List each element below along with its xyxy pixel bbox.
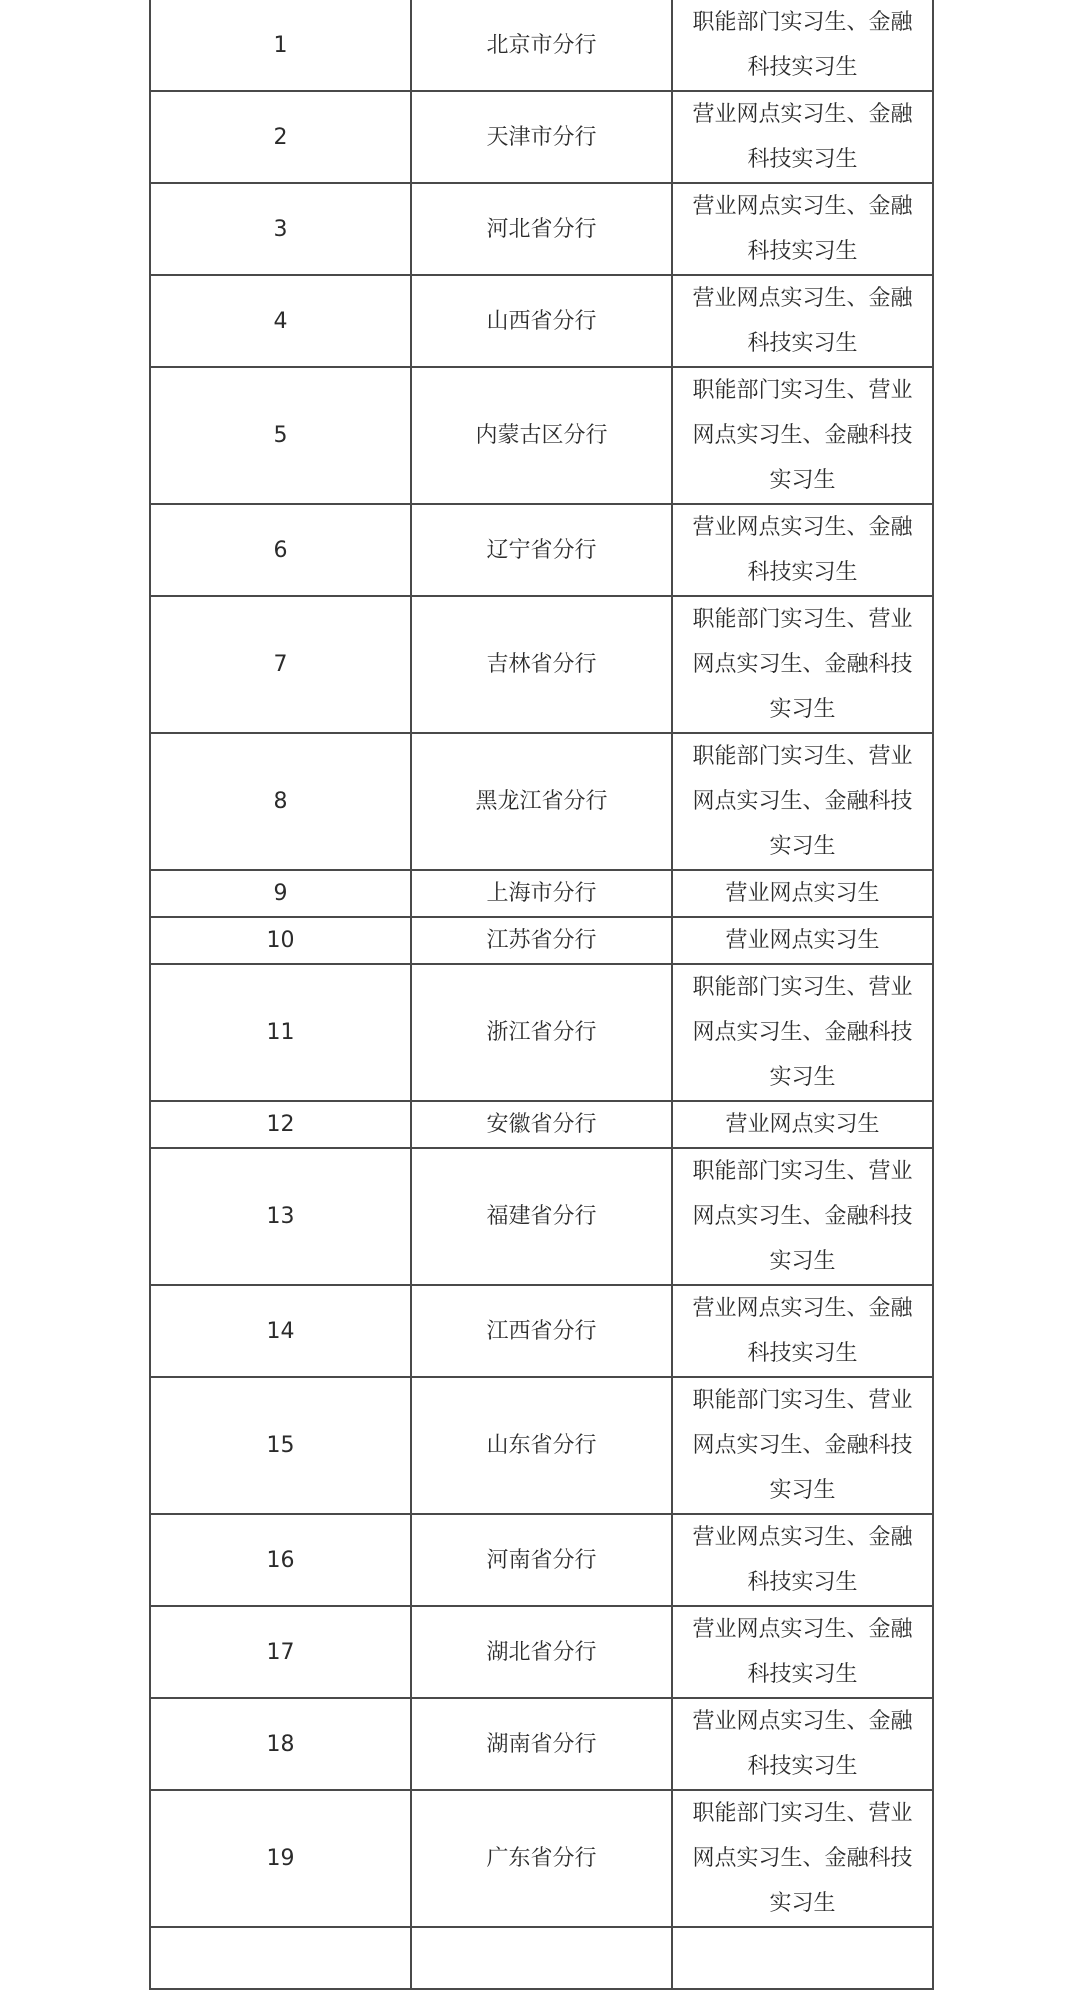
branch-name: 吉林省分行 bbox=[411, 596, 672, 733]
row-number: 6 bbox=[150, 504, 411, 596]
positions-cell: 营业网点实习生、金融科技实习生 bbox=[672, 275, 933, 367]
branch-name: 湖北省分行 bbox=[411, 1606, 672, 1698]
row-number: 16 bbox=[150, 1514, 411, 1606]
branch-name: 广东省分行 bbox=[411, 1790, 672, 1927]
row-number: 13 bbox=[150, 1148, 411, 1285]
row-number: 5 bbox=[150, 367, 411, 504]
positions-cell: 职能部门实习生、营业网点实习生、金融科技实习生 bbox=[672, 367, 933, 504]
positions-cell: 职能部门实习生、营业网点实习生、金融科技实习生 bbox=[672, 1790, 933, 1927]
row-number: 14 bbox=[150, 1285, 411, 1377]
branch-name: 江西省分行 bbox=[411, 1285, 672, 1377]
row-number: 11 bbox=[150, 964, 411, 1101]
row-number: 10 bbox=[150, 917, 411, 964]
branch-name: 辽宁省分行 bbox=[411, 504, 672, 596]
positions-cell: 营业网点实习生 bbox=[672, 917, 933, 964]
table-row bbox=[150, 504, 933, 596]
table-row bbox=[150, 1698, 933, 1790]
positions-cell: 营业网点实习生 bbox=[672, 1101, 933, 1148]
table-row bbox=[150, 1606, 933, 1698]
branch-name: 内蒙古区分行 bbox=[411, 367, 672, 504]
positions-cell: 职能部门实习生、营业网点实习生、金融科技实习生 bbox=[672, 964, 933, 1101]
table-row bbox=[150, 367, 933, 504]
positions-cell: 营业网点实习生、金融科技实习生 bbox=[672, 91, 933, 183]
table-row bbox=[150, 870, 933, 917]
table-row bbox=[150, 964, 933, 1101]
positions-cell: 营业网点实习生、金融科技实习生 bbox=[672, 1514, 933, 1606]
row-number: 19 bbox=[150, 1790, 411, 1927]
branch-name: 北京市分行 bbox=[411, 0, 672, 91]
positions-cell: 职能部门实习生、营业网点实习生、金融科技实习生 bbox=[672, 596, 933, 733]
branch-name: 山西省分行 bbox=[411, 275, 672, 367]
table-row bbox=[150, 1285, 933, 1377]
row-number: 3 bbox=[150, 183, 411, 275]
branch-positions-table bbox=[149, 0, 934, 1990]
branch-name: 黑龙江省分行 bbox=[411, 733, 672, 870]
positions-cell: 职能部门实习生、金融科技实习生 bbox=[672, 0, 933, 91]
branch-name: 安徽省分行 bbox=[411, 1101, 672, 1148]
row-number: 1 bbox=[150, 0, 411, 91]
table-row bbox=[150, 596, 933, 733]
positions-cell: 营业网点实习生、金融科技实习生 bbox=[672, 183, 933, 275]
positions-cell: 职能部门实习生、营业网点实习生、金融科技实习生 bbox=[672, 733, 933, 870]
branch-name: 湖南省分行 bbox=[411, 1698, 672, 1790]
row-number: 17 bbox=[150, 1606, 411, 1698]
row-number: 8 bbox=[150, 733, 411, 870]
row-number: 9 bbox=[150, 870, 411, 917]
row-number-empty bbox=[150, 1927, 411, 1989]
table-row-partial bbox=[150, 1927, 933, 1989]
table-row bbox=[150, 91, 933, 183]
row-number: 4 bbox=[150, 275, 411, 367]
table-row bbox=[150, 917, 933, 964]
positions-cell: 营业网点实习生、金融科技实习生 bbox=[672, 1698, 933, 1790]
table-row bbox=[150, 733, 933, 870]
positions-cell: 职能部门实习生、营业网点实习生、金融科技实习生 bbox=[672, 1148, 933, 1285]
positions-cell: 营业网点实习生、金融科技实习生 bbox=[672, 504, 933, 596]
positions-cell: 营业网点实习生、金融科技实习生 bbox=[672, 1606, 933, 1698]
positions-cell: 营业网点实习生、金融科技实习生 bbox=[672, 1285, 933, 1377]
positions-cell-empty bbox=[672, 1927, 933, 1989]
table-row bbox=[150, 0, 933, 91]
branch-name: 福建省分行 bbox=[411, 1148, 672, 1285]
branch-name: 河南省分行 bbox=[411, 1514, 672, 1606]
branch-name-empty bbox=[411, 1927, 672, 1989]
row-number: 18 bbox=[150, 1698, 411, 1790]
table-row bbox=[150, 1790, 933, 1927]
branch-name: 浙江省分行 bbox=[411, 964, 672, 1101]
branch-name: 上海市分行 bbox=[411, 870, 672, 917]
table-row bbox=[150, 1101, 933, 1148]
table-row bbox=[150, 1148, 933, 1285]
row-number: 7 bbox=[150, 596, 411, 733]
positions-cell: 职能部门实习生、营业网点实习生、金融科技实习生 bbox=[672, 1377, 933, 1514]
positions-cell: 营业网点实习生 bbox=[672, 870, 933, 917]
table-row bbox=[150, 1377, 933, 1514]
branch-name: 江苏省分行 bbox=[411, 917, 672, 964]
branch-name: 河北省分行 bbox=[411, 183, 672, 275]
row-number: 15 bbox=[150, 1377, 411, 1514]
row-number: 12 bbox=[150, 1101, 411, 1148]
table-row bbox=[150, 183, 933, 275]
table-row bbox=[150, 1514, 933, 1606]
table-row bbox=[150, 275, 933, 367]
branch-name: 天津市分行 bbox=[411, 91, 672, 183]
branch-positions-table-container bbox=[149, 0, 933, 1990]
row-number: 2 bbox=[150, 91, 411, 183]
branch-name: 山东省分行 bbox=[411, 1377, 672, 1514]
